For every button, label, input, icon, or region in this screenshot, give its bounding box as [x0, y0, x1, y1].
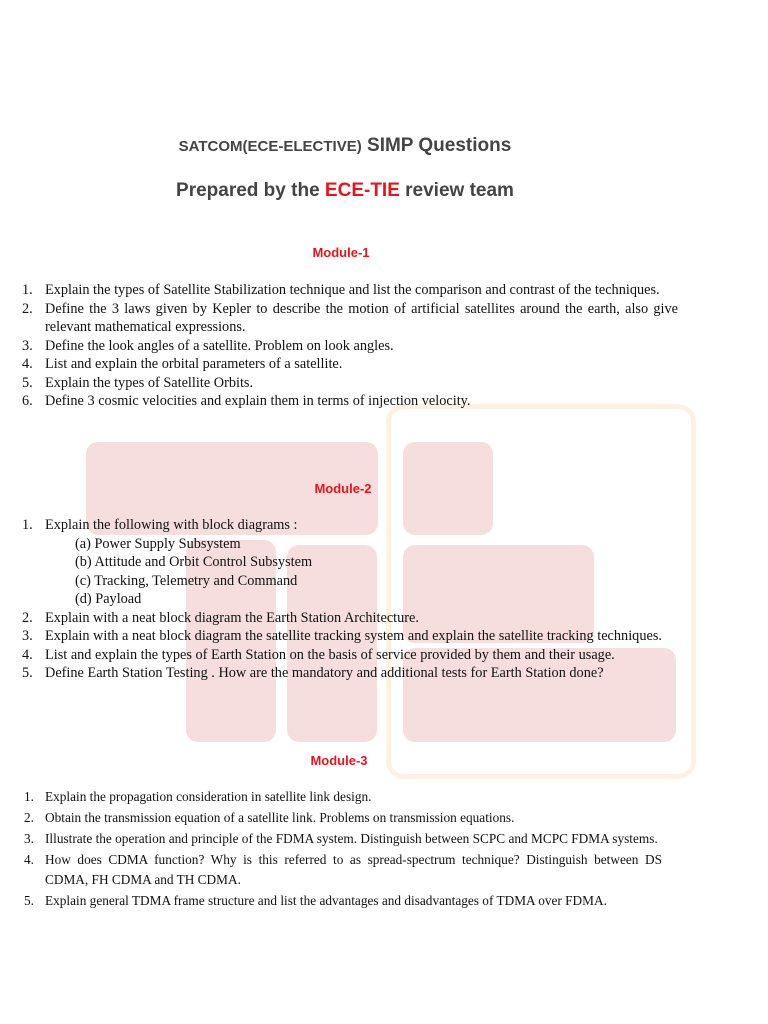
- title-course: SATCOM(ECE-ELECTIVE): [178, 138, 362, 155]
- list-item: (a) Power Supply Subsystem: [75, 535, 241, 552]
- document-title: [0, 135, 690, 157]
- list-item: 2. Explain with a neat block diagram the Earth Station Architecture.: [22, 609, 419, 626]
- list-item: 5. Explain the types of Satellite Orbits.: [22, 374, 254, 391]
- list-item: 4. How does CDMA function? Why is this referred to as spread-spectrum technique? Distinguish between DS CDMA, FH CDMA and TH CDMA.: [24, 852, 662, 887]
- list-item: 2. Obtain the transmission equation of a satellite link. Problems on transmission equations.: [24, 810, 515, 825]
- module-3-heading: Module-3: [310, 753, 368, 768]
- module-2-heading: Module-2: [314, 481, 372, 496]
- list-item: 4. List and explain the orbital parameters of a satellite.: [22, 356, 343, 372]
- prepared-by-line: [0, 180, 690, 202]
- module-1-heading: Module-1: [312, 245, 370, 260]
- title-rest: SIMP Questions: [367, 135, 512, 156]
- list-item: (b) Attitude and Orbit Control Subsystem: [75, 554, 313, 570]
- list-item: (c) Tracking, Telemetry and Command: [75, 572, 298, 589]
- team-name: ECE-TIE: [324, 180, 400, 201]
- module-1-question-list: [22, 281, 678, 411]
- list-item: 5. Explain general TDMA frame structure and list the advantages and disadvantages of TDMA over FDMA.: [24, 893, 607, 908]
- list-item: 1. Explain the following with block diagrams :: [22, 517, 298, 533]
- module-2-question-list: [22, 516, 678, 683]
- prepared-prefix: Prepared by the: [176, 180, 320, 201]
- list-item: 6. Define 3 cosmic velocities and explain them in terms of injection velocity.: [22, 393, 471, 409]
- prepared-suffix: review team: [405, 180, 514, 201]
- list-item: 3. Illustrate the operation and principle of the FDMA system. Distinguish between SCPC and MCPC FDMA systems.: [24, 831, 658, 846]
- list-item: 4. List and explain the types of Earth Station on the basis of service provided by them and their usage.: [22, 646, 615, 663]
- list-item: 1. Explain the types of Satellite Stabilization technique and list the comparison and contrast of the techniques.: [22, 282, 660, 298]
- list-item: 3. Define the look angles of a satellite. Problem on look angles.: [22, 337, 394, 354]
- list-item: (d) Payload: [75, 591, 142, 607]
- list-item: 5. Define Earth Station Testing . How are the mandatory and additional tests for Earth Station done?: [22, 665, 604, 681]
- list-item: 2. Define the 3 laws given by Kepler to describe the motion of artificial satellites around the earth, also give relevant mathematical expressions.: [22, 300, 678, 335]
- module-3-question-list: [22, 787, 662, 912]
- list-item: 3. Explain with a neat block diagram the satellite tracking system and explain the satellite tracking techniques.: [22, 628, 662, 644]
- list-item: 1. Explain the propagation consideration in satellite link design.: [24, 789, 372, 804]
